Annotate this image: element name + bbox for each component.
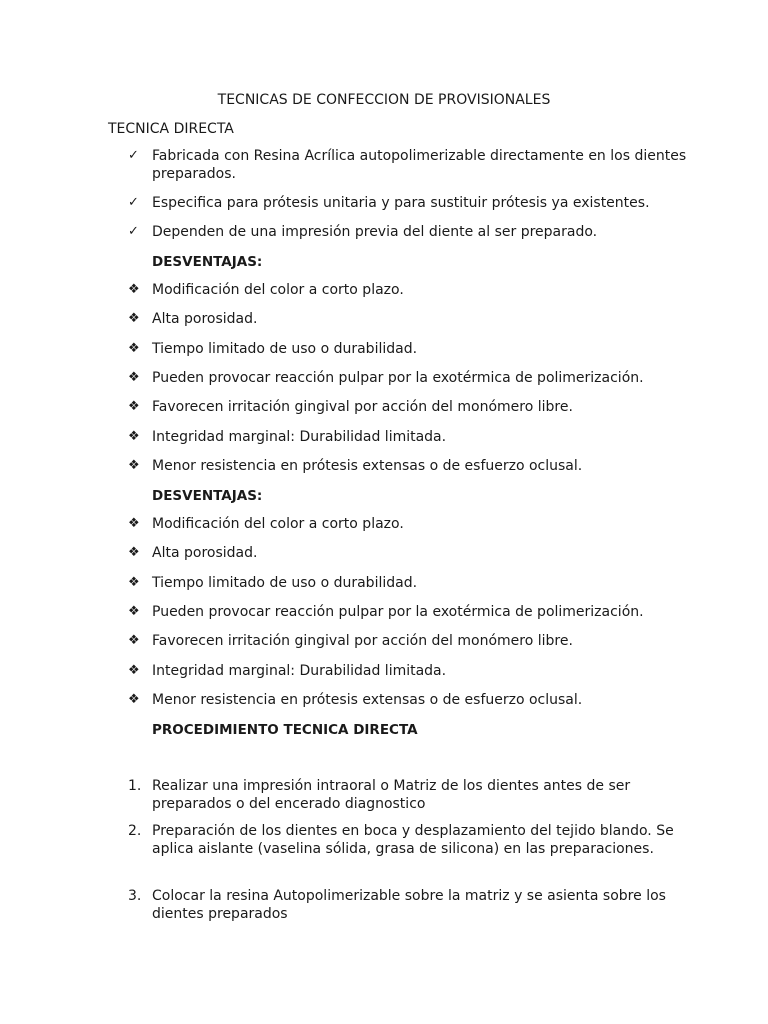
list-item-text: Favorecen irritación gingival por acción del monómero libre. bbox=[152, 633, 573, 649]
diamond-bullet-icon: ❖ bbox=[128, 341, 140, 356]
diamond-bullet-icon: ❖ bbox=[128, 692, 140, 707]
diamond-bullet-icon: ❖ bbox=[128, 429, 140, 444]
list-item-text: Pueden provocar reacción pulpar por la exotérmica de polimerización. bbox=[152, 604, 644, 620]
list-item-text: Modificación del color a corto plazo. bbox=[152, 282, 404, 298]
numbered-step bbox=[128, 822, 688, 858]
step-text: Colocar la resina Autopolimerizable sobre la matriz y se asienta sobre los dientes preparados bbox=[152, 888, 666, 922]
diamond-bullet-icon: ❖ bbox=[128, 633, 140, 648]
heading-procedimiento: PROCEDIMIENTO TECNICA DIRECTA bbox=[152, 722, 418, 738]
heading-desventajas-2: DESVENTAJAS: bbox=[152, 488, 263, 504]
diamond-bullet-icon: ❖ bbox=[128, 575, 140, 590]
list-item bbox=[128, 310, 688, 328]
step-text: Preparación de los dientes en boca y desplazamiento del tejido blando. Se aplica aislante (vaselina sólida, grasa de silicona) en las preparaciones. bbox=[152, 823, 674, 857]
list-item bbox=[128, 340, 688, 358]
list-item bbox=[128, 398, 688, 416]
numbered-step bbox=[128, 777, 688, 813]
document-title: TECNICAS DE CONFECCION DE PROVISIONALES bbox=[217, 92, 551, 108]
checkmark-icon: ✓ bbox=[128, 148, 139, 163]
diamond-bullet-icon: ❖ bbox=[128, 604, 140, 619]
list-item-text: Menor resistencia en prótesis extensas o de esfuerzo oclusal. bbox=[152, 458, 583, 474]
diamond-bullet-icon: ❖ bbox=[128, 545, 140, 560]
list-item bbox=[128, 632, 688, 650]
checkmark-icon: ✓ bbox=[128, 195, 139, 210]
check-list-item bbox=[128, 223, 688, 241]
step-number: 2. bbox=[128, 823, 142, 839]
numbered-step bbox=[128, 887, 688, 923]
list-item-text: Alta porosidad. bbox=[152, 311, 258, 327]
check-list-item bbox=[128, 194, 688, 212]
step-text: Realizar una impresión intraoral o Matriz de los dientes antes de ser preparados o del encerado diagnostico bbox=[152, 778, 631, 812]
list-item bbox=[128, 515, 688, 533]
list-item-text: Menor resistencia en prótesis extensas o de esfuerzo oclusal. bbox=[152, 692, 583, 708]
diamond-bullet-icon: ❖ bbox=[128, 458, 140, 473]
list-item bbox=[128, 428, 688, 446]
diamond-bullet-icon: ❖ bbox=[128, 370, 140, 385]
list-item-text: Fabricada con Resina Acrílica autopolimerizable directamente en los dientes preparados. bbox=[152, 148, 687, 182]
list-item bbox=[128, 457, 688, 475]
list-item-text: Integridad marginal: Durabilidad limitada. bbox=[152, 663, 447, 679]
list-item-text: Tiempo limitado de uso o durabilidad. bbox=[152, 341, 418, 357]
diamond-bullet-icon: ❖ bbox=[128, 516, 140, 531]
list-item-text: Especifica para prótesis unitaria y para sustituir prótesis ya existentes. bbox=[152, 195, 650, 211]
step-number: 3. bbox=[128, 888, 142, 904]
list-item-text: Alta porosidad. bbox=[152, 545, 258, 561]
check-list-item bbox=[128, 147, 688, 183]
list-item-text: Dependen de una impresión previa del diente al ser preparado. bbox=[152, 224, 598, 240]
heading-desventajas-1: DESVENTAJAS: bbox=[152, 254, 263, 270]
list-item-text: Modificación del color a corto plazo. bbox=[152, 516, 404, 532]
diamond-bullet-icon: ❖ bbox=[128, 663, 140, 678]
list-item-text: Favorecen irritación gingival por acción del monómero libre. bbox=[152, 399, 573, 415]
list-item bbox=[128, 369, 688, 387]
list-item bbox=[128, 691, 688, 709]
checkmark-icon: ✓ bbox=[128, 224, 139, 239]
diamond-bullet-icon: ❖ bbox=[128, 311, 140, 326]
list-item-text: Integridad marginal: Durabilidad limitada. bbox=[152, 429, 447, 445]
step-number: 1. bbox=[128, 778, 142, 794]
list-item-text: Tiempo limitado de uso o durabilidad. bbox=[152, 575, 418, 591]
list-item bbox=[128, 662, 688, 680]
list-item bbox=[128, 574, 688, 592]
list-item bbox=[128, 544, 688, 562]
list-item-text: Pueden provocar reacción pulpar por la exotérmica de polimerización. bbox=[152, 370, 644, 386]
diamond-bullet-icon: ❖ bbox=[128, 282, 140, 297]
list-item bbox=[128, 281, 688, 299]
list-item bbox=[128, 603, 688, 621]
section-title-tecnica-directa: TECNICA DIRECTA bbox=[108, 121, 234, 137]
diamond-bullet-icon: ❖ bbox=[128, 399, 140, 414]
